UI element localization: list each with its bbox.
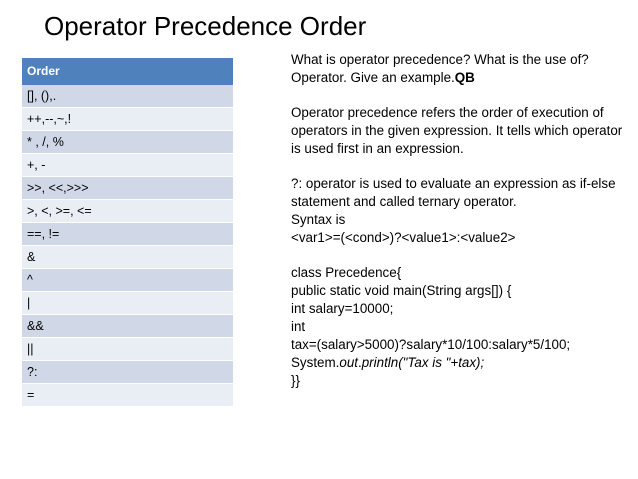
table-row: ==, != [22, 223, 233, 246]
syntax-text: <var1>=(<cond>)?<value1>:<value2> [291, 230, 516, 245]
table-row: | [22, 292, 233, 315]
code-segment: println("Tax is "+tax); [361, 355, 485, 370]
table-row: ?: [22, 361, 233, 384]
code-line: public static void main(String args[]) { [291, 283, 512, 298]
table-header: Order [22, 58, 233, 85]
table-row: && [22, 315, 233, 338]
code-line [291, 354, 631, 372]
code-segment: . [358, 355, 362, 370]
code-line: int salary=10000; [291, 301, 394, 316]
question: What is operator precedence? What is the use of? Operator. Give an example. [291, 52, 589, 85]
code-example [291, 264, 631, 390]
definition-text: Operator precedence refers the order of execution of operators in the given expression. It tells which operator is used first in an expression. [291, 105, 623, 156]
precedence-table [22, 58, 233, 407]
table-row: * , /, % [22, 131, 233, 154]
table-row: [], (),. [22, 85, 233, 108]
code-segment: out [339, 355, 358, 370]
table-row: >>, <<,>>> [22, 177, 233, 200]
syntax-label: Syntax is [291, 212, 346, 227]
ternary-text: ?: operator is used to evaluate an expression as if-else statement and called ternary operator. [291, 176, 616, 209]
question-text [291, 51, 631, 87]
slide-title: Operator Precedence Order [44, 11, 367, 41]
code-line: tax=(salary>5000)?salary*10/100:salary*5/100; [291, 337, 571, 352]
table-row: >, <, >=, <= [22, 200, 233, 223]
code-segment: System. [291, 355, 340, 370]
table-row: ++,--,~,! [22, 108, 233, 131]
code-line: }} [291, 373, 300, 388]
table-row: = [22, 384, 233, 407]
question-tag: QB [454, 70, 475, 85]
explanation-panel [291, 51, 631, 390]
table-row: & [22, 246, 233, 269]
code-line: class Precedence{ [291, 265, 402, 280]
code-line: int [291, 319, 306, 334]
table-row: || [22, 338, 233, 361]
table-row: ^ [22, 269, 233, 292]
table-row: +, - [22, 154, 233, 177]
